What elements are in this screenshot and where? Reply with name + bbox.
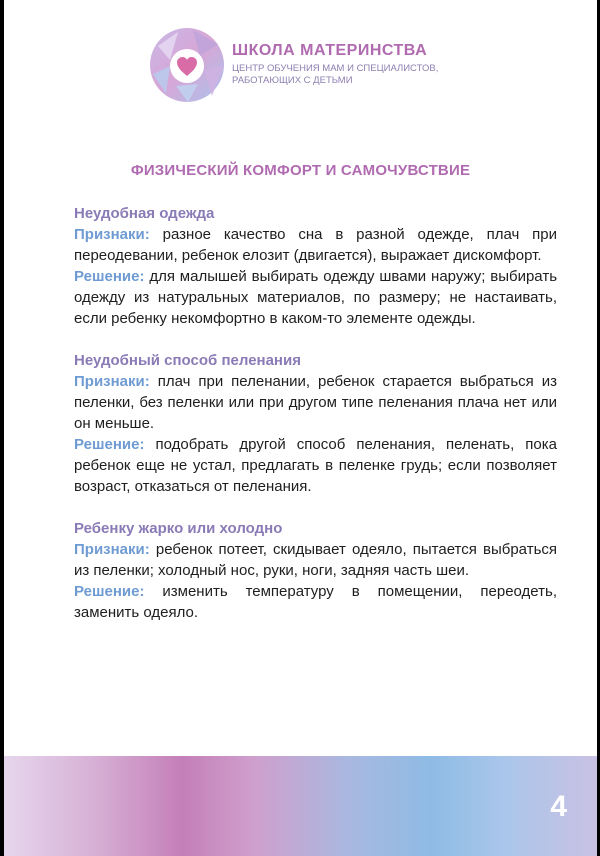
topic-block: [74, 518, 557, 623]
topic-block: [74, 203, 557, 329]
signs-label: Признаки:: [74, 541, 150, 558]
solution-paragraph: [74, 266, 557, 329]
document-page: [4, 0, 597, 856]
signs-text: разное качество сна в разной одежде, плач при переодевании, ребенок елозит (двигается), выражает дискомфорт.: [74, 226, 558, 264]
brand-subtitle-line: РАБОТАЮЩИХ С ДЕТЬМИ: [232, 75, 353, 86]
signs-label: Признаки:: [74, 226, 150, 243]
brand-subtitle: [232, 63, 492, 87]
signs-text: плач при пеленании, ребенок старается выбраться из пеленки, без пеленки или при другом типе пеленания плача нет или он меньше.: [74, 373, 558, 432]
solution-text: для малышей выбирать одежду швами наружу; выбирать одежду из натуральных материалов, по размеру; не настаивать, если ребенку некомфортно в каком-то элементе одежды.: [74, 268, 558, 327]
solution-text: подобрать другой способ пеленания, пеленать, пока ребенок еще не устал, предлагать в пеленке грудь; если позволяет возраст, отказаться от пеленания.: [74, 436, 558, 495]
section-title: ФИЗИЧЕСКИЙ КОМФОРТ И САМОЧУВСТВИЕ: [130, 162, 471, 179]
topic-heading: Неудобный способ пеленания: [74, 352, 301, 369]
signs-paragraph: [74, 224, 557, 266]
topic-block: [74, 350, 557, 497]
topic-heading: Ребенку жарко или холодно: [74, 520, 283, 537]
topic-heading: Неудобная одежда: [74, 205, 215, 222]
solution-label: Решение:: [74, 583, 145, 600]
signs-label: Признаки:: [74, 373, 150, 390]
solution-text: изменить температуру в помещении, переодеть, заменить одеяло.: [74, 583, 557, 621]
solution-paragraph: [74, 434, 557, 497]
brand-title: ШКОЛА МАТЕРИНСТВА: [232, 42, 428, 59]
heart-icon: [148, 26, 226, 104]
solution-label: Решение:: [74, 436, 145, 453]
brand-subtitle-line: ЦЕНТР ОБУЧЕНИЯ МАМ И СПЕЦИАЛИСТОВ,: [232, 63, 439, 74]
footer-gradient-band: [4, 756, 597, 856]
solution-label: Решение:: [74, 268, 145, 285]
signs-paragraph: [74, 371, 557, 434]
content: [74, 203, 557, 644]
signs-paragraph: [74, 539, 557, 581]
solution-paragraph: [74, 581, 557, 623]
page-number: 4: [550, 790, 567, 823]
signs-text: ребенок потеет, скидывает одеяло, пытается выбраться из пеленки; холодный нос, руки, ноги, задняя часть шеи.: [74, 541, 558, 579]
